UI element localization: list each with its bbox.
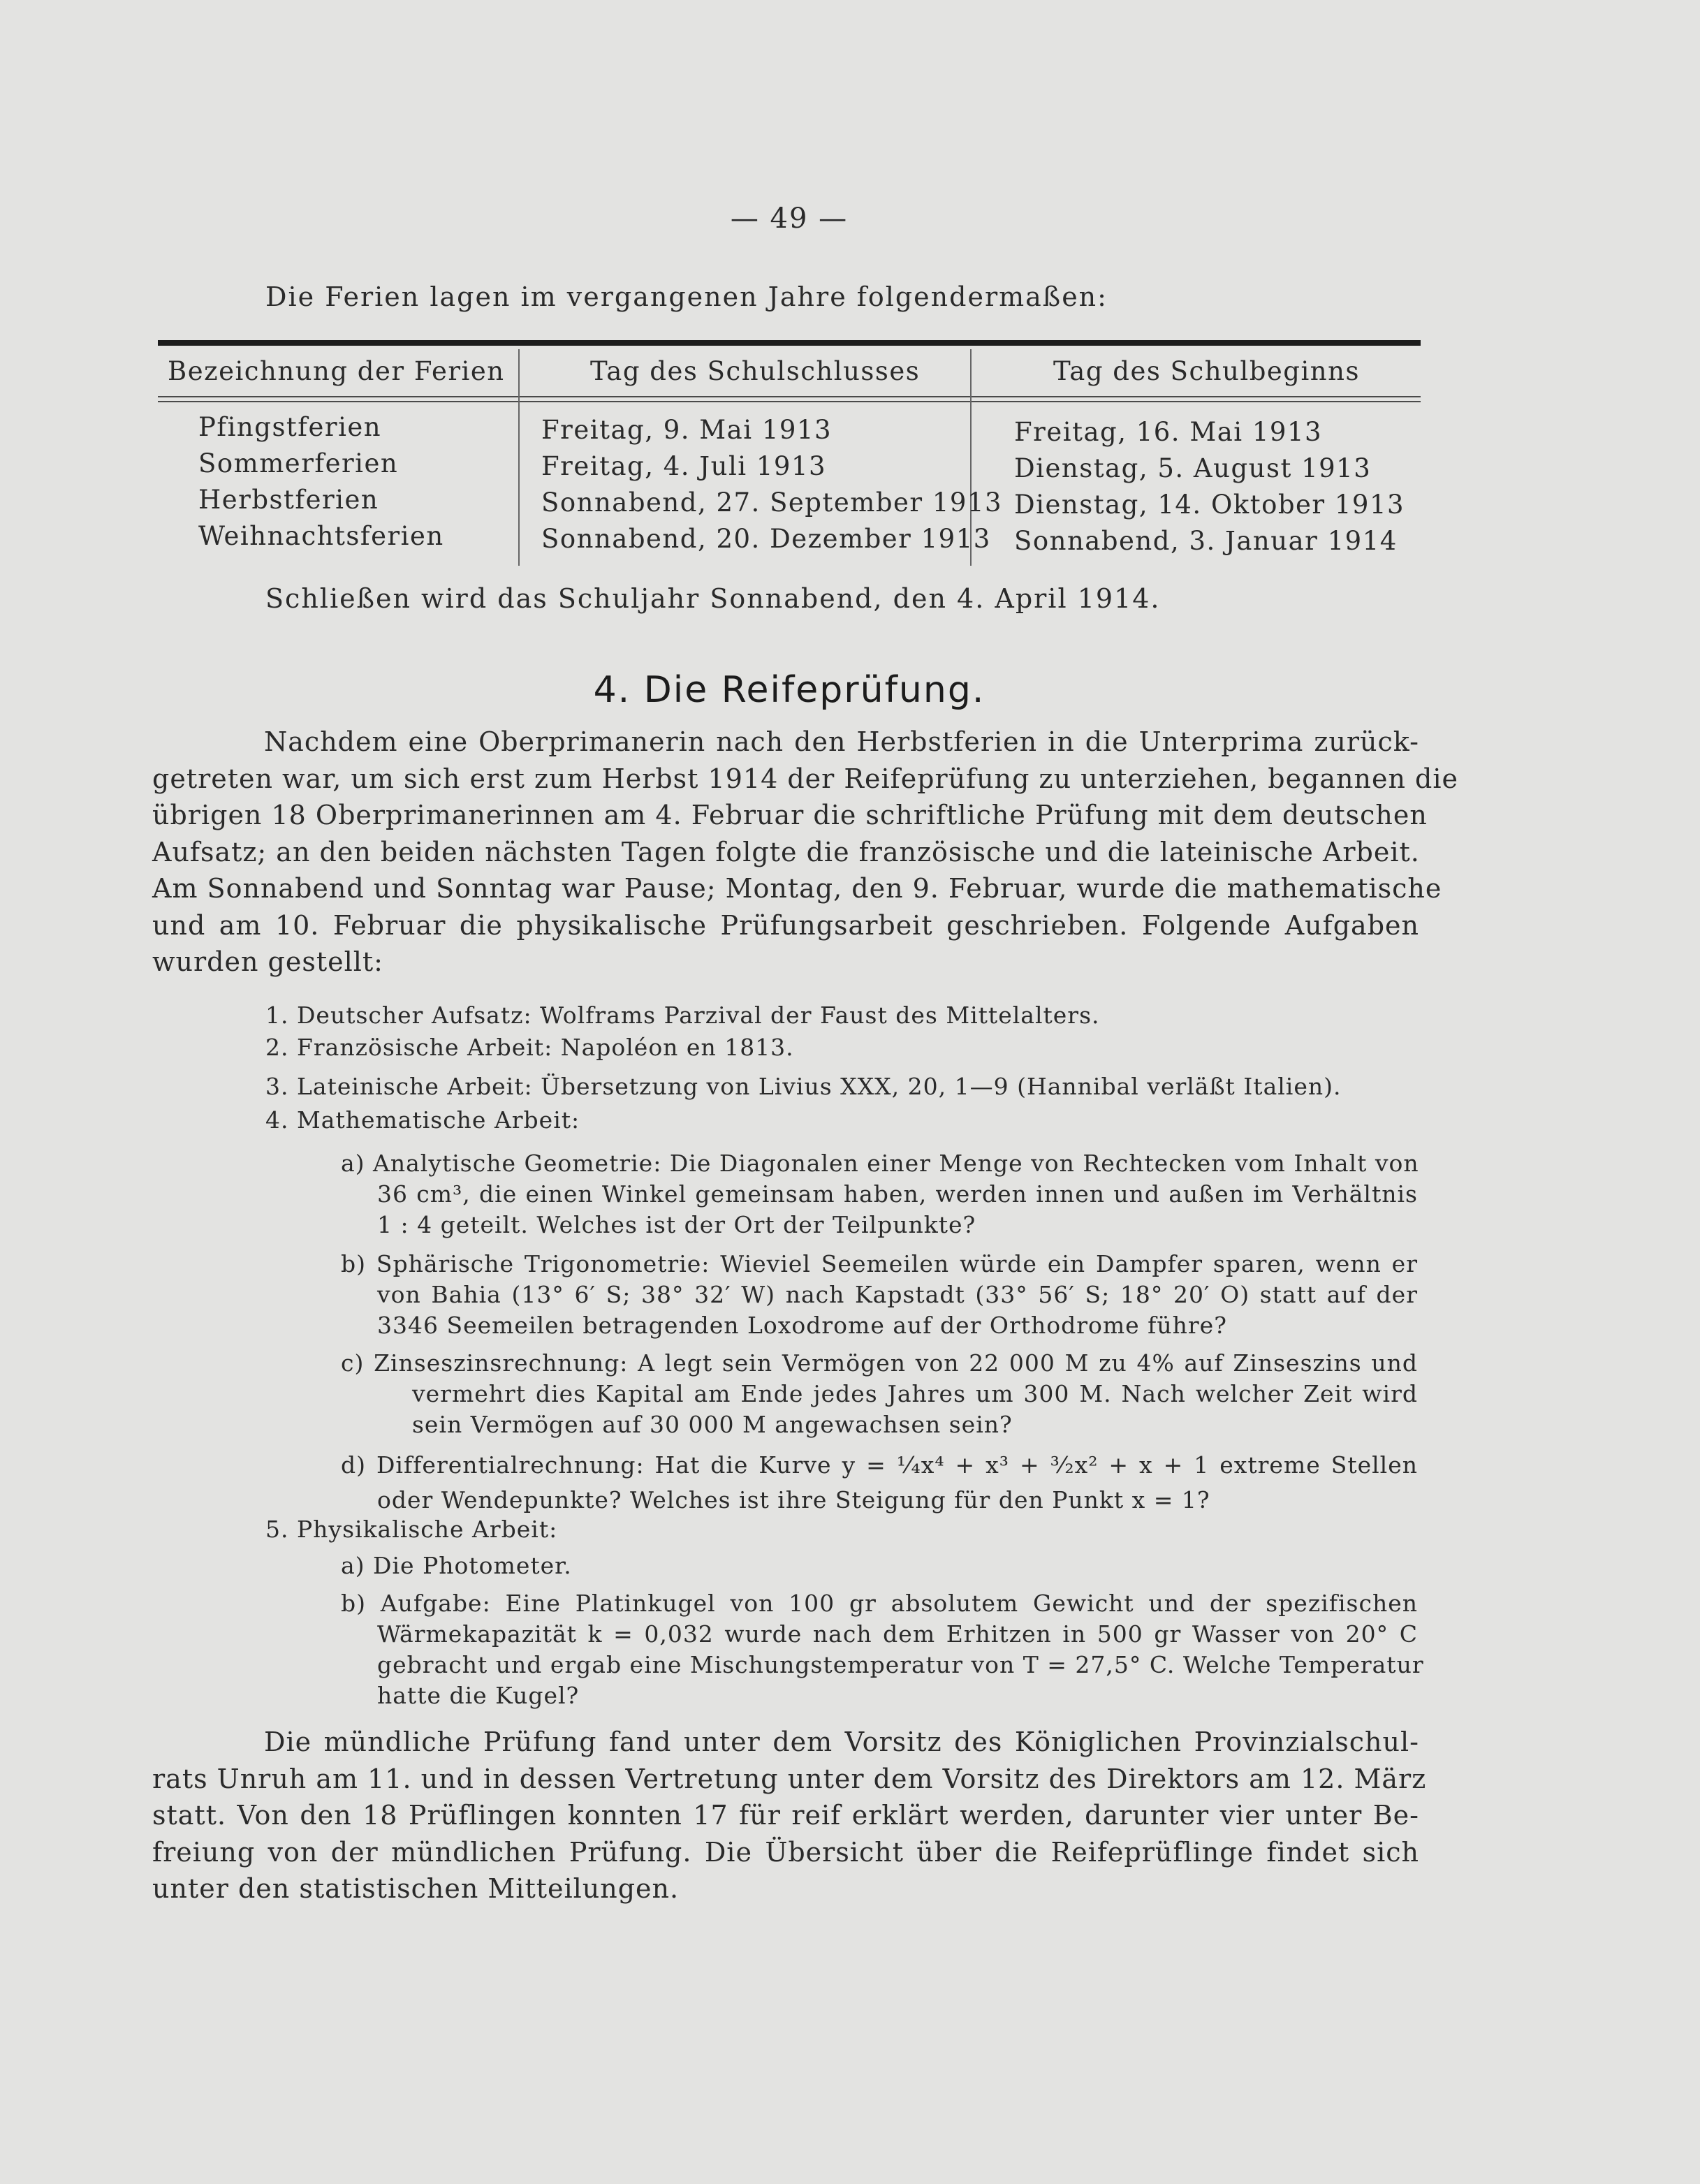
table-cell: Weihnachtsferien [198,521,444,551]
task-subitem-line: 36 cm³, die einen Winkel gemeinsam haben, werden innen und außen im Verhältnis [377,1180,1418,1208]
task-subitem-line: 1 : 4 geteilt. Welches ist der Ort der Teilpunkte? [377,1211,976,1238]
paragraph-line: freiung von der mündlichen Prüfung. Die Übersicht über die Reifeprüflinge findet sich [152,1836,1419,1868]
table-cell: Sonnabend, 27. September 1913 [541,488,1003,518]
page-number: — 49 — [730,203,849,235]
oral-exam-paragraph [152,1724,1427,1907]
paragraph-line: übrigen 18 Oberprimanerinnen am 4. Februar die schriftliche Prüfung mit dem deutschen [152,800,1428,830]
table-top-rule [158,340,1421,346]
table-cell: Sonnabend, 20. Dezember 1913 [541,524,991,554]
task-item: 3. Lateinische Arbeit: Übersetzung von Livius XXX, 20, 1—9 (Hannibal verläßt Italien). [265,1073,1342,1100]
table-header-rule-2 [158,401,1421,402]
paragraph-line: rats Unruh am 11. und in dessen Vertretung unter dem Vorsitz des Direktors am 12. März [152,1763,1427,1794]
table-cell: Sonnabend, 3. Januar 1914 [1014,526,1398,556]
task-subitem-line: 3346 Seemeilen betragenden Loxodrome auf der Orthodrome führe? [377,1312,1227,1339]
exam-paragraph [152,724,1459,981]
task-subitem-line: hatte die Kugel? [377,1682,580,1709]
table-cell: Dienstag, 14. Oktober 1913 [1014,490,1405,520]
task-item: 5. Physikalische Arbeit: [265,1516,558,1543]
table-col-divider [518,349,520,566]
table-cell: Pfingstferien [198,412,382,442]
school-year-end: Schließen wird das Schuljahr Sonnabend, den 4. April 1914. [265,583,1161,614]
paragraph-line: statt. Von den 18 Prüflingen konnten 17 für reif erklärt werden, darunter vier unter Be- [152,1800,1419,1831]
task-subitem-line: sein Vermögen auf 30 000 M angewachsen sein? [412,1411,1013,1438]
table-cell: Freitag, 16. Mai 1913 [1014,417,1323,447]
paragraph-line: Die mündliche Prüfung fand unter dem Vorsitz des Königlichen Provinzialschul- [264,1727,1419,1757]
task-subitem-line: a) Die Photometer. [341,1552,572,1579]
paragraph-line: unter den statistischen Mitteilungen. [152,1873,680,1904]
task-subitem-line: b) Aufgabe: Eine Platinkugel von 100 gr absolutem Gewicht und der spezifischen [341,1590,1418,1617]
paragraph-line: wurden gestellt: [152,946,383,977]
task-subitem-line: c) Zinseszinsrechnung: A legt sein Vermögen von 22 000 M zu 4% auf Zinseszins und [341,1349,1418,1377]
task-subitem-line: vermehrt dies Kapital am Ende jedes Jahres um 300 M. Nach welcher Zeit wird [412,1380,1418,1407]
table-header-rule [158,396,1421,397]
task-subitem-line: d) Differentialrechnung: Hat die Kurve y = ¹⁄₄x⁴ + x³ + ³⁄₂x² + x + 1 extreme Stellen [341,1451,1418,1479]
task-item: 1. Deutscher Aufsatz: Wolframs Parzival der Faust des Mittelalters. [265,1002,1100,1029]
task-subitem-line: oder Wendepunkte? Welches ist ihre Steigung für den Punkt x = 1? [377,1486,1210,1514]
paragraph-line: getreten war, um sich erst zum Herbst 1914 der Reifeprüfung zu unterziehen, begannen die [152,763,1459,794]
table-cell: Freitag, 4. Juli 1913 [541,451,827,481]
paragraph-line: Nachdem eine Oberprimanerin nach den Herbstferien in die Unterprima zurück- [264,726,1419,757]
task-item: 2. Französische Arbeit: Napoléon en 1813. [265,1034,794,1061]
table-cell: Dienstag, 5. August 1913 [1014,453,1372,483]
table-cell: Freitag, 9. Mai 1913 [541,415,832,445]
holiday-intro: Die Ferien lagen im vergangenen Jahre folgendermaßen: [265,281,1108,312]
task-item: 4. Mathematische Arbeit: [265,1106,580,1134]
task-subitem-line: Wärmekapazität k = 0,032 wurde nach dem Erhitzen in 500 gr Wasser von 20° C [377,1620,1418,1648]
paragraph-line: Aufsatz; an den beiden nächsten Tagen folgte die französische und die lateinische Arbeit. [152,836,1420,867]
task-subitem-line: b) Sphärische Trigonometrie: Wieviel Seemeilen würde ein Dampfer sparen, wenn er [341,1250,1418,1277]
table-header-cell: Bezeichnung der Ferien [168,356,505,386]
task-subitem-line: gebracht und ergab eine Mischungstemperatur von T = 27,5° C. Welche Temperatur [377,1651,1424,1678]
section-heading: 4. Die Reifeprüfung. [593,669,985,711]
task-subitem-line: a) Analytische Geometrie: Die Diagonalen einer Menge von Rechtecken vom Inhalt von [341,1150,1419,1177]
table-header-cell: Tag des Schulbeginns [1053,356,1360,386]
paragraph-line: und am 10. Februar die physikalische Prüfungsarbeit geschrieben. Folgende Aufgaben [152,909,1419,941]
paragraph-line: Am Sonnabend und Sonntag war Pause; Montag, den 9. Februar, wurde die mathematische [152,873,1442,904]
table-header-cell: Tag des Schulschlusses [590,356,921,386]
table-cell: Sommerferien [198,448,399,478]
task-subitem-line: von Bahia (13° 6′ S; 38° 32′ W) nach Kapstadt (33° 56′ S; 18° 20′ O) statt auf der [377,1281,1418,1308]
table-cell: Herbstferien [198,485,379,515]
